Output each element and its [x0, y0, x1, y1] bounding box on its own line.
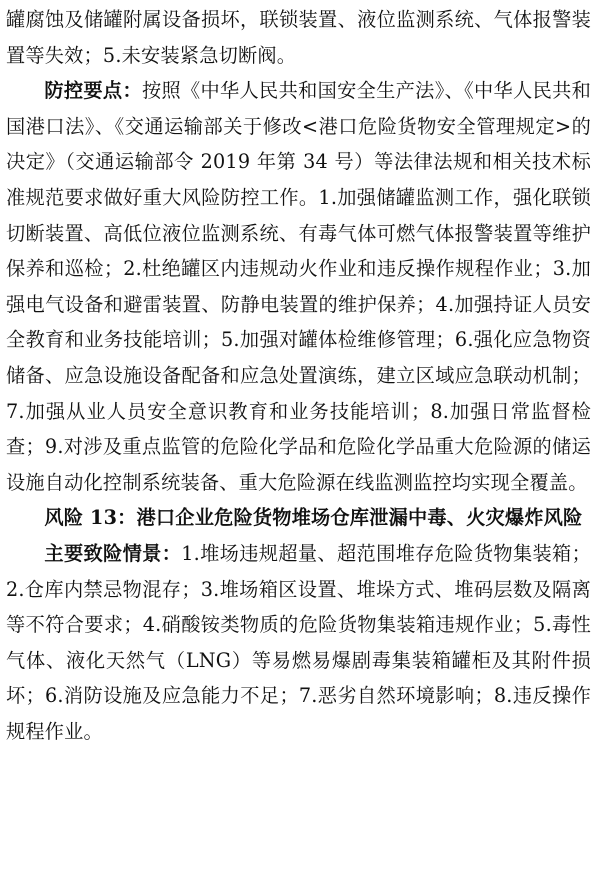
paragraph-control-points [6, 73, 591, 500]
risk-13-heading [6, 500, 591, 536]
document-page [0, 2, 597, 749]
risk-13-title: 风险 13：港口企业危险货物堆场仓库泄漏中毒、火灾爆炸风险 [44, 506, 583, 530]
main-risk-scenarios-text: 1.堆场违规超量、超范围堆存危险货物集装箱；2.仓库内禁忌物混存；3.堆场箱区设置、堆垛方式、堆码层数及隔离等不符合要求；4.硝酸铵类物质的危险货物集装箱违规作业；5.毒性气体、液化天然气（LNG）等易燃易爆剧毒集装箱罐柜及其附件损坏；6.消防设施及应急能力不足；7.恶劣自然环境影响；8.违反操作规程作业。 [6, 541, 591, 743]
control-points-label: 防控要点： [44, 79, 142, 103]
control-points-text: 按照《中华人民共和国安全生产法》、《中华人民共和国港口法》、《交通运输部关于修改<港口危险货物安全管理规定>的决定》（交通运输部令 2019 年第 34 号）等法律法规和相关技术标准规范要求做好重大风险防控工作。1.加强储罐监测工作，强化联锁切断装置、高低位液位监测系统、有毒气体可燃气体报警装置等维护保养和巡检；2.杜绝罐区内违规动火作业和违反操作规程作业；3.加强电气设备和避雷装置、防静电装置的维护保养；4.加强持证人员安全教育和业务技能培训；5.加强对罐体检维修管理；6.强化应急物资储备、应急设施设备配备和应急处置演练，建立区域应急联动机制；7.加强从业人员安全意识教育和业务技能培训；8.加强日常监督检查；9.对涉及重点监管的危险化学品和危险化学品重大危险源的储运设施自动化控制系统装备、重大危险源在线监测监控均实现全覆盖。 [6, 79, 591, 494]
paragraph-main-risk-scenarios [6, 536, 591, 750]
paragraph-risk-factors-end [6, 2, 591, 73]
paragraph-text: 罐腐蚀及储罐附属设备损坏，联锁装置、液位监测系统、气体报警装置等失效；5.未安装紧急切断阀。 [6, 8, 591, 67]
main-risk-scenarios-label: 主要致险情景： [44, 541, 182, 565]
